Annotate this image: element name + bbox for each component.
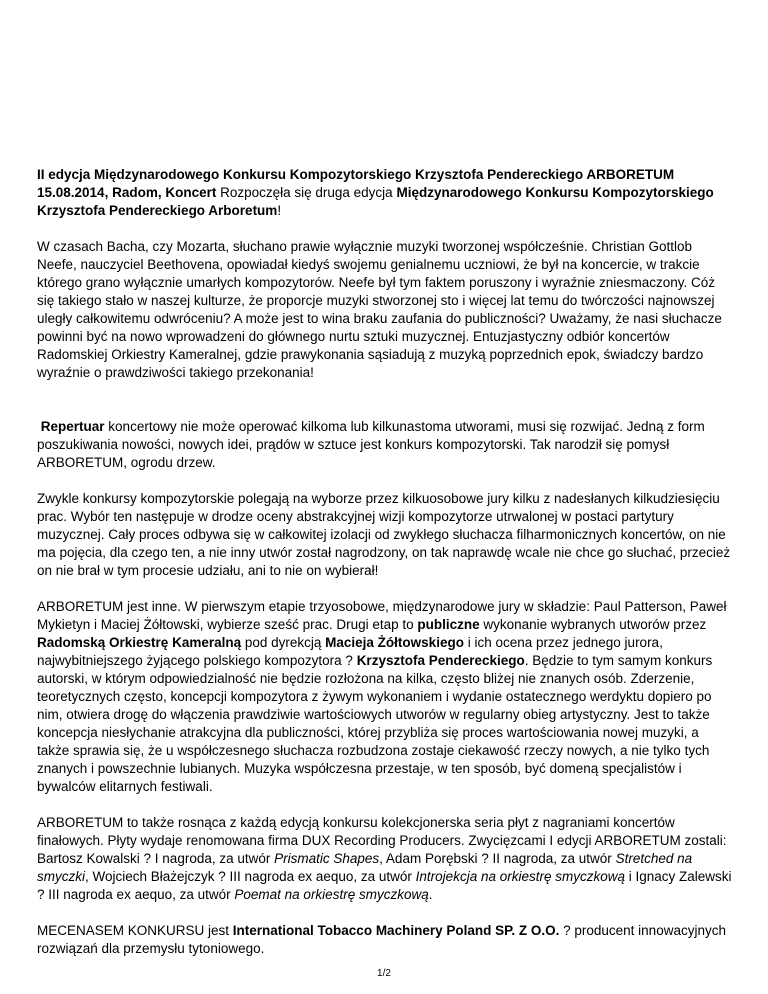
- bold-penderecki: Krzysztofa Pendereckiego: [356, 653, 525, 668]
- repertoire-bold: Repertuar: [40, 419, 105, 434]
- intro-text: Rozpoczęła się druga edycja: [216, 185, 397, 200]
- paragraph-repertoire: [37, 418, 733, 472]
- bold-orchestra: Radomską Orkiestrę Kameralną: [37, 635, 242, 650]
- bold-conductor: Macieja Żółtowskiego: [325, 635, 464, 650]
- article-body: [37, 166, 733, 976]
- text-span: wykonanie wybranych utworów przez: [479, 617, 707, 632]
- work-title: Introjekcja na orkiestrę smyczkową: [415, 869, 625, 884]
- intro-paragraph: [37, 166, 733, 220]
- text-span: . Będzie to tym samym konkurs autorski, w którym odpowiedzialność nie będzie rozłożona na kilka, często bliżej nie znanych osób. Zderzenie, teoretycznych często, koncepcji kompozytora z żywym wykonaniem i wydanie ostatecznego werdyktu dopiero po nim, otwiera drogę do włączenia prawdziwie wartościowych utworów w regularny obieg artystyczny. Jest to także koncepcja niesłychanie atrakcyjna dla publiczności, której przybliża się proces wartościowania nowej muzyki, a także sprawia się, że u współczesnego słuchacza rozbudzona zostaje ciekawość rzeczy nowych, a nie tylko tych znanych i powszechnie lubianych. Muzyka współczesna przestaje, w ten sposób, być domeną specjalistów i bywalców elitarnych festiwali.: [37, 653, 713, 794]
- paragraph-typical-contests: Zwykle konkursy kompozytorskie polegają na wyborze przez kilkuosobowe jury kilku z nadesłanych kilkudziesięciu prac. Wybór ten następuje w drodze oceny abstrakcyjnej wizji kompozytorze utrwalonej w postaci partytury muzycznej. Cały proces odbywa się w całkowitej izolacji od zwykłego słuchacza filharmonicznych koncertów, on nie ma pojęcia, dla czego ten, a nie inny utwór został nagrodzony, on tak naprawdę wcale nie chce go słuchać, przecież on nie brał w tym procesie udziału, ani to nie on wybierał!: [37, 491, 731, 578]
- page-number: 1/2: [377, 968, 391, 979]
- text-span: i Ignacy Zalewski ? III nagroda ex aequo, za utwór: [37, 869, 732, 902]
- text-span: ARBORETUM to także rosnąca z każdą edycją konkursu kolekcjonerska seria płyt z nagraniami koncertów finałowych. Płyty wydaje renomowana firma DUX Recording Producers. Zwycięzcami I edycji ARBORETUM zostali: Bartosz Kowalski ? I nagroda, za utwór: [37, 815, 727, 866]
- blank-line: [37, 400, 733, 418]
- bold-public: publiczne: [417, 617, 480, 632]
- repertoire-text: koncertowy nie może operować kilkoma lub kilkunastoma utworami, musi się rozwijać. Jedną z form poszukiwania nowości, nowych idei, prądów w sztuce jest konkurs kompozytorski. Tak narodził się pomysł ARBORETUM, ogrodu drzew.: [37, 419, 705, 470]
- work-title: Prismatic Shapes: [274, 851, 380, 866]
- intro-end: !: [277, 203, 282, 218]
- text-span: pod dyrekcją: [241, 635, 326, 650]
- sponsor-name: International Tobacco Machinery Poland SP. Z O.O.: [232, 923, 560, 938]
- text-span: ? producent innowacyjnych rozwiązań dla przemysłu tytoniowego.: [37, 923, 726, 956]
- paragraph-recordings: [37, 814, 733, 904]
- text-span: , Wojciech Błażejczyk ? III nagroda ex aequo, za utwór: [85, 869, 416, 884]
- article-title: II edycja Międzynarodowego Konkursu Kompozytorskiego Krzysztofa Pendereckiego ARBORETUM 15.08.2014, Radom, Koncert: [37, 167, 675, 200]
- work-title: Poemat na orkiestrę smyczkową: [234, 887, 429, 902]
- text-span: .: [428, 887, 433, 902]
- contest-name: Międzynarodowego Konkursu Kompozytorskiego Krzysztofa Pendereckiego Arboretum: [37, 185, 714, 218]
- text-span: ARBORETUM jest inne. W pierwszym etapie trzyosobowe, międzynarodowe jury w składzie: Paul Patterson, Paweł Mykietyn i Maciej Żółtowski, wybierze sześć prac. Drugi etap to: [37, 599, 727, 632]
- text-span: i ich ocena przez jednego jurora, najwybitniejszego żyjącego polskiego kompozytora ?: [37, 635, 663, 668]
- text-span: MECENASEM KONKURSU jest: [37, 923, 233, 938]
- paragraph-history: W czasach Bacha, czy Mozarta, słuchano prawie wyłącznie muzyki tworzonej współcześnie. Christian Gottlob Neefe, nauczyciel Beethovena, opowiadał kiedyś swojemu genialnemu uczniowi, że był na koncercie, w trakcie którego grano wyłącznie umarłych kompozytorów. Neefe był tym faktem poruszony i wyraźnie zniesmaczony. Cóż się takiego stało w naszej kulturze, że proporcje muzyki stworzonej sto i więcej lat temu do twórczości najnowszej uległy całkowitemu odwróceniu? A może jest to wina braku zaufania do publiczności? Uważamy, że nasi słuchacze powinni być na nowo wprowadzeni do głównego nurtu sztuki muzycznej. Entuzjastyczny odbiór koncertów Radomskiej Orkiestry Kameralnej, gdzie prawykonania sąsiadują z muzyką poprzednich epok, świadczy bardzo wyraźnie o prawdziwości takiego przekonania!: [37, 239, 722, 380]
- paragraph-sponsor: [37, 922, 733, 958]
- paragraph-arboretum-different: [37, 598, 733, 796]
- work-title: Stretched na smyczki: [37, 851, 693, 884]
- text-span: , Adam Porębski ? II nagroda, za utwór: [379, 851, 616, 866]
